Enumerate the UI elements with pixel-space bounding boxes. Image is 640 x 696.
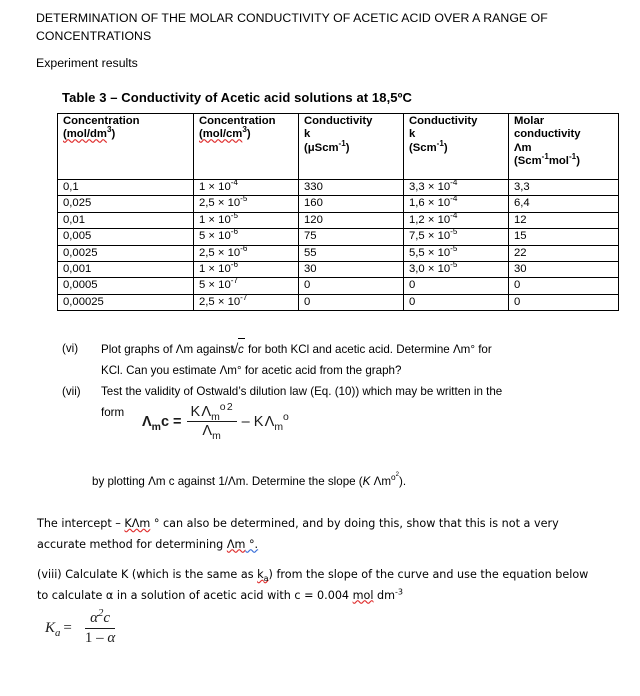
table-row bbox=[58, 294, 619, 310]
equation1-fraction bbox=[187, 402, 237, 442]
cell-molar-conductivity: 0 bbox=[509, 294, 619, 310]
cell-molar-conductivity: 22 bbox=[509, 245, 619, 261]
by-plotting-text-c: ). bbox=[399, 475, 407, 488]
radicand: c bbox=[238, 343, 244, 356]
column-header-concentration-moldm3: Concentration $(mol/dm^3)$ bbox=[58, 114, 194, 180]
cell-conductivity-scm: 0 bbox=[404, 278, 509, 294]
cell-molar-conductivity: 30 bbox=[509, 262, 619, 278]
cell-concentration-molcm3: $1 \times 10^{-6}$ bbox=[194, 262, 299, 278]
cell-conductivity-scm: $3,3 \times 10^{-4}$ bbox=[404, 180, 509, 196]
cell-molar-conductivity: 15 bbox=[509, 229, 619, 245]
table-head bbox=[58, 114, 619, 180]
equation1-minus: – bbox=[241, 413, 254, 430]
cell-concentration-moldm3: 0,1 bbox=[58, 180, 194, 196]
by-plotting-text-b: Λm bbox=[370, 475, 392, 488]
table-row bbox=[58, 262, 619, 278]
cell-molar-conductivity: 0 bbox=[509, 278, 619, 294]
cell-concentration-molcm3: $2,5 \times 10^{-7}$ bbox=[194, 294, 299, 310]
cell-conductivity-uscm: 120 bbox=[299, 212, 404, 228]
intercept-misspelled-klambdam: KΛm bbox=[124, 517, 151, 530]
table-row bbox=[58, 180, 619, 196]
header-line-1: Concentration bbox=[63, 115, 140, 127]
cell-concentration-moldm3: 0,01 bbox=[58, 212, 194, 228]
cell-conductivity-scm: $1,6 \times 10^{-4}$ bbox=[404, 196, 509, 212]
equation1-denominator: $\Lambda_m$ bbox=[202, 423, 221, 442]
viii-text-c: dm bbox=[373, 588, 396, 602]
table-row bbox=[58, 245, 619, 261]
equation2-denominator: 1 – α bbox=[84, 630, 116, 646]
equation2-numerator: $\alpha^2c$ bbox=[85, 610, 115, 629]
header-line-1: Concentration bbox=[199, 115, 276, 127]
equation2-equals: = bbox=[63, 620, 72, 636]
equation1-lhs: $\Lambda_mc$ = bbox=[142, 413, 182, 433]
column-header-concentration-molcm3: Concentration $(mol/cm^3)$ bbox=[194, 114, 299, 180]
question-vii-line2: form bbox=[101, 406, 125, 419]
header-line-1: Molar bbox=[514, 115, 545, 127]
by-plotting-italic-k: K bbox=[362, 475, 371, 488]
viii-text-b: ) from the slope of the curve and use the equation below to calculate α in a solution of acetic acid with c = 0.004 bbox=[37, 568, 589, 602]
equation2-lhs: $K_a$ bbox=[45, 620, 61, 639]
cell-concentration-moldm3: 0,0025 bbox=[58, 245, 194, 261]
question-vi-marker: (vi) bbox=[62, 342, 79, 355]
table-row bbox=[58, 229, 619, 245]
table-row bbox=[58, 212, 619, 228]
question-vii-marker: (vii) bbox=[62, 385, 81, 398]
cell-concentration-moldm3: 0,025 bbox=[58, 196, 194, 212]
by-plotting-sup: o2 bbox=[391, 472, 400, 483]
viii-misspelled-mol: mol bbox=[352, 588, 374, 602]
cell-conductivity-scm: $3,0 \times 10^{-5}$ bbox=[404, 262, 509, 278]
cell-conductivity-uscm: 75 bbox=[299, 229, 404, 245]
question-list bbox=[62, 338, 562, 423]
question-vi-text-a: Plot graphs of Λm against bbox=[101, 343, 237, 356]
header-unit-exponent: 3 bbox=[242, 125, 247, 135]
cell-concentration-molcm3: $2,5 \times 10^{-6}$ bbox=[194, 245, 299, 261]
cell-concentration-molcm3: $5 \times 10^{-7}$ bbox=[194, 278, 299, 294]
column-header-conductivity-uscm bbox=[299, 114, 404, 180]
cell-molar-conductivity: 12 bbox=[509, 212, 619, 228]
header-line-2: conductivity bbox=[514, 128, 581, 141]
cell-concentration-molcm3: $2,5 \times 10^{-5}$ bbox=[194, 196, 299, 212]
header-line-2: k bbox=[409, 128, 416, 141]
header-unit-exponent: -1 bbox=[338, 139, 346, 149]
table-caption: Table 3 – Conductivity of Acetic acid solutions at 18,5ºC bbox=[62, 90, 412, 105]
cell-concentration-molcm3: $1 \times 10^{-5}$ bbox=[194, 212, 299, 228]
ostwald-equation bbox=[142, 402, 289, 442]
header-line-1: Conductivity bbox=[409, 115, 478, 127]
paragraph-intercept bbox=[37, 514, 603, 555]
viii-misspelled-ka: $k_a$ bbox=[257, 568, 269, 584]
intercept-text-a: The intercept – bbox=[37, 517, 125, 530]
question-vii bbox=[62, 381, 562, 423]
cell-conductivity-uscm: 55 bbox=[299, 245, 404, 261]
cell-conductivity-scm: $1,2 \times 10^{-4}$ bbox=[404, 212, 509, 228]
header-unit-exponent: -1 bbox=[436, 139, 444, 149]
cell-concentration-moldm3: 0,0005 bbox=[58, 278, 194, 294]
cell-molar-conductivity: 3,3 bbox=[509, 180, 619, 196]
cell-concentration-molcm3: $1 \times 10^{-4}$ bbox=[194, 180, 299, 196]
equation2-fraction bbox=[80, 607, 120, 647]
header-line-1: Conductivity bbox=[304, 115, 373, 127]
header-unit-scm-mol: (Scm$^{-1}$mol$^{-1}$) bbox=[514, 152, 580, 168]
header-unit-exponent: 3 bbox=[106, 125, 112, 135]
table-header-row bbox=[58, 114, 619, 180]
intercept-misspelled-lambdam: Λm bbox=[226, 537, 246, 551]
document-title: DETERMINATION OF THE MOLAR CONDUCTIVITY OF ACETIC ACID OVER A RANGE OF CONCENTRATIONS bbox=[36, 11, 548, 43]
header-unit-uscm: (μScm$^{-1}$) bbox=[304, 139, 350, 154]
table-body bbox=[58, 180, 619, 311]
cell-concentration-moldm3: 0,00025 bbox=[58, 294, 194, 310]
question-vi-text-b: for both KCl and acetic acid. Determine Λm° for bbox=[244, 343, 492, 356]
table-row bbox=[58, 278, 619, 294]
table-row bbox=[58, 196, 619, 212]
question-vi-line2: KCl. Can you estimate Λm° for acetic acid from the graph? bbox=[101, 364, 402, 377]
by-plotting-text-a: by plotting Λm c against 1/Λm. Determine the slope ( bbox=[92, 475, 363, 488]
question-vii-text: Test the validity of Ostwald’s dilution law (Eq. (10)) which may be written in the bbox=[101, 385, 503, 398]
cell-conductivity-uscm: 160 bbox=[299, 196, 404, 212]
cell-conductivity-scm: $7,5 \times 10^{-5}$ bbox=[404, 229, 509, 245]
question-vi bbox=[62, 338, 562, 381]
cell-conductivity-scm: 0 bbox=[404, 294, 509, 310]
viii-exponent: -3 bbox=[395, 586, 404, 596]
paragraph-viii bbox=[37, 565, 603, 606]
cell-concentration-moldm3: 0,001 bbox=[58, 262, 194, 278]
viii-text-a: (viii) Calculate K (which is the same as bbox=[37, 568, 258, 581]
header-unit-moldm3: (mol/dm bbox=[63, 128, 107, 141]
cell-concentration-moldm3: 0,005 bbox=[58, 229, 194, 245]
header-line-2: k bbox=[304, 128, 311, 141]
column-header-conductivity-scm bbox=[404, 114, 509, 180]
header-unit-scm: (Scm$^{-1}$) bbox=[409, 139, 448, 154]
by-plotting-note bbox=[92, 473, 406, 490]
intercept-text-b: ° can also be determined, and by doing this, show that this is not a very accurate method for determining bbox=[37, 517, 559, 551]
cell-conductivity-uscm: 30 bbox=[299, 262, 404, 278]
cell-conductivity-scm: $5,5 \times 10^{-5}$ bbox=[404, 245, 509, 261]
cell-molar-conductivity: 6,4 bbox=[509, 196, 619, 212]
cell-conductivity-uscm: 0 bbox=[299, 278, 404, 294]
square-root-icon bbox=[238, 338, 245, 360]
section-subtitle: Experiment results bbox=[36, 56, 138, 70]
conductivity-table bbox=[57, 113, 619, 311]
cell-concentration-molcm3: $5 \times 10^{-6}$ bbox=[194, 229, 299, 245]
column-header-molar-conductivity bbox=[509, 114, 619, 180]
cell-conductivity-uscm: 330 bbox=[299, 180, 404, 196]
equation1-rhs: K $\Lambda_m^o$ bbox=[253, 411, 289, 433]
header-symbol-lambda-m: Λm bbox=[514, 141, 532, 154]
header-unit-molcm3: (mol/cm bbox=[199, 128, 243, 141]
equation1-numerator: K $\Lambda_m^o$ $^2$ bbox=[187, 404, 237, 422]
acid-constant-equation bbox=[45, 607, 125, 647]
cell-conductivity-uscm: 0 bbox=[299, 294, 404, 310]
intercept-text-c: °. bbox=[245, 537, 259, 551]
